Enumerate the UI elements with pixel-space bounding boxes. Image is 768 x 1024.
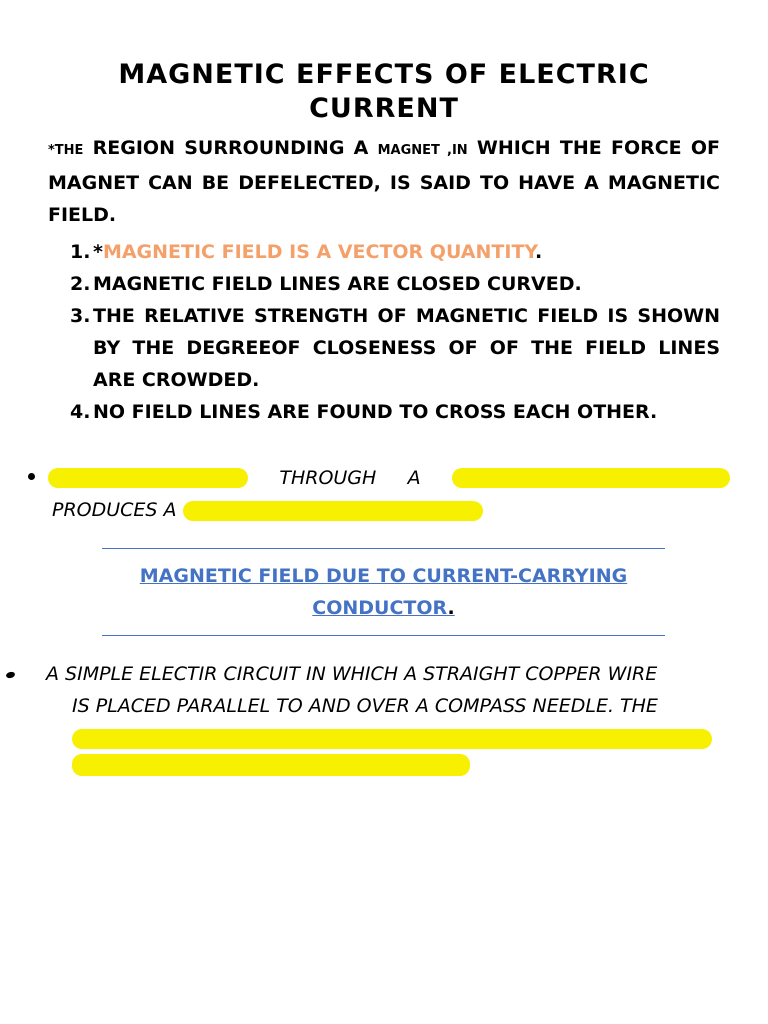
- word-through: THROUGH: [279, 467, 377, 489]
- list-text-orange: MAGNETIC FIELD IS A VECTOR QUANTITY: [102, 241, 536, 263]
- list-number: 4.: [70, 401, 91, 423]
- list-lead: *: [93, 241, 103, 263]
- intro-prefix: *THE: [48, 143, 84, 158]
- bullet-paragraph-2: [46, 658, 710, 780]
- facts-list: [70, 236, 720, 428]
- highlight-mark: [72, 754, 470, 776]
- heading-tail: .: [447, 597, 455, 619]
- list-item: [70, 236, 720, 268]
- list-text: THE RELATIVE STRENGTH OF MAGNETIC FIELD IS SHOWN BY THE DEGREEOF CLOSENESS OF OF THE FIELD LINES ARE CROWDED.: [93, 305, 720, 391]
- line2-prefix: PRODUCES A: [52, 499, 183, 521]
- page-title: MAGNETIC EFFECTS OF ELECTRIC CURRENT: [118, 59, 650, 124]
- bullet-paragraph-1: [48, 462, 730, 526]
- list-item: [70, 396, 720, 428]
- list-number: 1.: [70, 241, 91, 263]
- bullet-line: [48, 462, 730, 494]
- highlight-mark: [72, 729, 712, 749]
- intro-part2: WHICH THE FORCE OF MAGNET CAN BE DEFELECTED, IS SAID TO HAVE A MAGNETIC FIELD.: [48, 137, 721, 226]
- highlight-mark: [48, 468, 248, 488]
- list-number: 3.: [70, 305, 91, 327]
- list-item: [70, 300, 720, 396]
- heading-line-1: MAGNETIC FIELD DUE TO CURRENT-CARRYING: [139, 565, 628, 587]
- bullet-dot: [28, 473, 35, 480]
- intro-paragraph: [48, 132, 720, 231]
- highlight-mark: [183, 501, 483, 521]
- section-heading[interactable]: [102, 560, 665, 624]
- divider-top: [102, 548, 665, 549]
- word-a: A: [407, 467, 421, 489]
- heading-word: CONDUCTOR: [312, 597, 448, 619]
- bullet-dot: [5, 671, 15, 679]
- bullet-line: A SIMPLE ELECTIR CIRCUIT IN WHICH A STRAIGHT COPPER WIRE: [46, 663, 658, 685]
- divider-bottom: [102, 635, 665, 636]
- highlight-mark: [452, 468, 730, 488]
- list-text: MAGNETIC FIELD LINES ARE CLOSED CURVED.: [93, 273, 582, 295]
- bullet-line: [48, 494, 730, 526]
- intro-part1: REGION SURROUNDING A: [83, 137, 378, 159]
- intro-magnet-word: MAGNET ,IN: [377, 143, 468, 158]
- list-text: NO FIELD LINES ARE FOUND TO CROSS EACH OTHER.: [93, 401, 658, 423]
- list-item: [70, 268, 720, 300]
- list-tail: .: [535, 241, 543, 263]
- heading-line-2: [102, 592, 665, 624]
- list-number: 2.: [70, 273, 91, 295]
- bullet-line: IS PLACED PARALLEL TO AND OVER A COMPASS NEEDLE. THE: [72, 695, 658, 717]
